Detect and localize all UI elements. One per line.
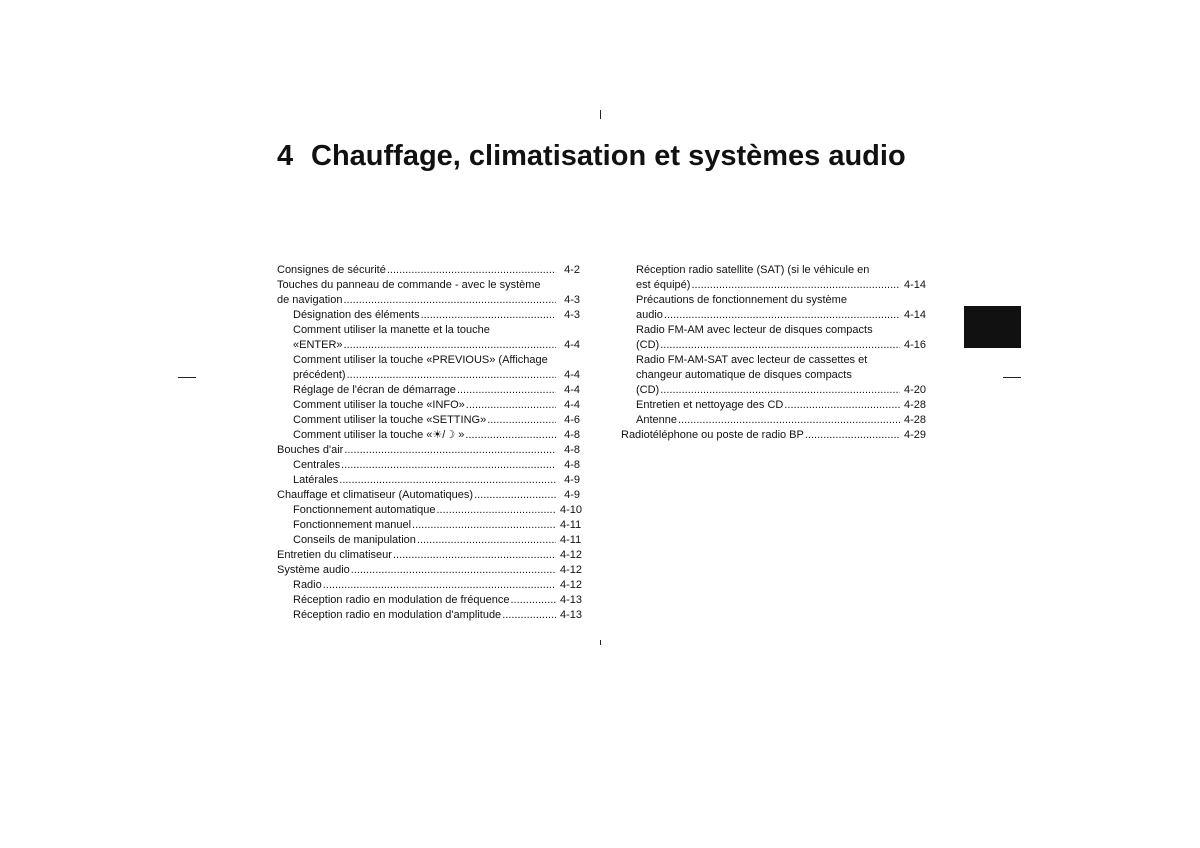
toc-entry-text: audio bbox=[636, 309, 663, 321]
dot-leader bbox=[339, 473, 556, 488]
toc-entry-text: Comment utiliser la manette et la touche bbox=[293, 324, 490, 336]
toc-entry[interactable] bbox=[277, 323, 580, 353]
toc-entry[interactable] bbox=[277, 503, 583, 518]
toc-entry-text: Conseils de manipulation bbox=[293, 534, 416, 546]
toc-entry[interactable] bbox=[277, 443, 580, 458]
toc-entry[interactable] bbox=[277, 608, 583, 623]
toc-entry-text: Radio FM-AM-SAT avec lecteur de cassettes et bbox=[636, 354, 868, 366]
toc-entry[interactable] bbox=[621, 323, 927, 353]
toc-entry[interactable] bbox=[277, 593, 583, 608]
toc-page-number: 4-8 bbox=[564, 429, 580, 441]
toc-page-number: 4-14 bbox=[904, 279, 927, 291]
chapter-number: 4 bbox=[277, 140, 294, 172]
dot-leader bbox=[784, 398, 900, 413]
dot-leader bbox=[343, 293, 556, 308]
toc-entry-text: Radiotéléphone ou poste de radio BP bbox=[621, 429, 804, 441]
toc-entry-text: Touches du panneau de commande - avec le système bbox=[277, 279, 541, 291]
toc-page-number: 4-29 bbox=[904, 429, 927, 441]
toc-page-number: 4-12 bbox=[560, 549, 583, 561]
toc-entry-text: Comment utiliser la touche «☀/☽ » bbox=[293, 429, 465, 441]
toc-entry[interactable] bbox=[621, 428, 927, 443]
toc-entry-text: Entretien du climatiseur bbox=[277, 549, 392, 561]
toc-page-number: 4-9 bbox=[564, 489, 580, 501]
toc-entry-text: (CD) bbox=[636, 384, 660, 396]
toc-entry[interactable] bbox=[277, 398, 580, 413]
dot-leader bbox=[805, 428, 900, 443]
toc-entry[interactable] bbox=[277, 428, 580, 443]
toc-entry-text: changeur automatique de disques compacts bbox=[636, 369, 852, 381]
toc-entry-text: Réception radio en modulation d'amplitude bbox=[293, 609, 502, 621]
toc-page-number: 4-13 bbox=[560, 609, 583, 621]
dot-leader bbox=[660, 338, 900, 353]
toc-entry[interactable] bbox=[621, 293, 927, 323]
toc-entry[interactable] bbox=[277, 578, 583, 593]
dot-leader bbox=[412, 518, 556, 533]
toc-entry-text: Chauffage et climatiseur (Automatiques) bbox=[277, 489, 474, 501]
toc-entry[interactable] bbox=[621, 263, 927, 293]
toc-entry-text: Bouches d'air bbox=[277, 444, 344, 456]
toc-entry[interactable] bbox=[277, 413, 580, 428]
dot-leader bbox=[660, 383, 900, 398]
dot-leader bbox=[691, 278, 900, 293]
toc-entry-text: Système audio bbox=[277, 564, 350, 576]
crop-mark-left bbox=[178, 377, 196, 378]
toc-page-number: 4-3 bbox=[564, 294, 580, 306]
toc-entry[interactable] bbox=[277, 263, 580, 278]
toc-entry-text: «ENTER» bbox=[293, 339, 343, 351]
toc-page-number: 4-9 bbox=[564, 474, 580, 486]
toc-page-number: 4-8 bbox=[564, 459, 580, 471]
toc-page-number: 4-13 bbox=[560, 594, 583, 606]
toc-entry-text: Consignes de sécurité bbox=[277, 264, 386, 276]
dot-leader bbox=[387, 263, 556, 278]
toc-right-column bbox=[621, 263, 927, 443]
dot-leader bbox=[487, 413, 556, 428]
toc-entry-text: Fonctionnement manuel bbox=[293, 519, 412, 531]
dot-leader bbox=[436, 503, 556, 518]
toc-entry-text: Réglage de l'écran de démarrage bbox=[293, 384, 456, 396]
toc-entry-text: Fonctionnement automatique bbox=[293, 504, 436, 516]
toc-entry-text: Réception radio en modulation de fréquence bbox=[293, 594, 510, 606]
toc-entry[interactable] bbox=[277, 383, 580, 398]
toc-entry[interactable] bbox=[277, 353, 580, 383]
toc-entry[interactable] bbox=[277, 563, 583, 578]
toc-entry-text: Comment utiliser la touche «SETTING» bbox=[293, 414, 487, 426]
toc-page-number: 4-20 bbox=[904, 384, 927, 396]
dot-leader bbox=[344, 338, 556, 353]
toc-page-number: 4-4 bbox=[564, 399, 580, 411]
chapter-tab bbox=[964, 306, 1021, 348]
toc-entry-text: de navigation bbox=[277, 294, 343, 306]
dot-leader bbox=[393, 548, 556, 563]
toc-page-number: 4-4 bbox=[564, 384, 580, 396]
toc-page-number: 4-8 bbox=[564, 444, 580, 456]
toc-entry[interactable] bbox=[621, 398, 927, 413]
toc-entry-text: est équipé) bbox=[636, 279, 691, 291]
toc-entry-text: Réception radio satellite (SAT) (si le véhicule en bbox=[636, 264, 870, 276]
toc-page-number: 4-4 bbox=[564, 339, 580, 351]
dot-leader bbox=[417, 533, 556, 548]
toc-entry-text: Radio bbox=[293, 579, 322, 591]
toc-entry-text: Radio FM-AM avec lecteur de disques compacts bbox=[636, 324, 873, 336]
dot-leader bbox=[457, 383, 556, 398]
toc-entry-text: Précautions de fonctionnement du système bbox=[636, 294, 847, 306]
toc-page-number: 4-4 bbox=[564, 369, 580, 381]
toc-page-number: 4-3 bbox=[564, 309, 580, 321]
toc-entry[interactable] bbox=[621, 413, 927, 428]
dot-leader bbox=[344, 443, 556, 458]
toc-entry[interactable] bbox=[277, 278, 580, 308]
toc-entry-text: Désignation des éléments bbox=[293, 309, 420, 321]
dot-leader bbox=[351, 563, 556, 578]
toc-entry[interactable] bbox=[277, 533, 580, 548]
toc-entry[interactable] bbox=[621, 353, 927, 398]
dot-leader bbox=[474, 488, 556, 503]
toc-entry-text: Centrales bbox=[293, 459, 341, 471]
dot-leader bbox=[421, 308, 556, 323]
toc-page-number: 4-16 bbox=[904, 339, 927, 351]
dot-leader bbox=[502, 608, 556, 623]
toc-page-number: 4-12 bbox=[560, 579, 583, 591]
toc-page-number: 4-6 bbox=[564, 414, 580, 426]
dot-leader bbox=[678, 413, 900, 428]
toc-entry-text: (CD) bbox=[636, 339, 660, 351]
toc-page-number: 4-11 bbox=[560, 519, 582, 531]
toc-entry[interactable] bbox=[277, 548, 583, 563]
dot-leader bbox=[341, 458, 556, 473]
toc-entry-text: Antenne bbox=[636, 414, 677, 426]
toc-page-number: 4-28 bbox=[904, 414, 927, 426]
crop-mark-top bbox=[600, 110, 601, 119]
dot-leader bbox=[465, 428, 556, 443]
toc-entry[interactable] bbox=[277, 458, 580, 473]
toc-page-number: 4-11 bbox=[560, 534, 582, 546]
toc-entry-text: Comment utiliser la touche «INFO» bbox=[293, 399, 465, 411]
toc-entry-text: Latérales bbox=[293, 474, 339, 486]
toc-entry-text: Comment utiliser la touche «PREVIOUS» (Affichage bbox=[293, 354, 548, 366]
toc-entry[interactable] bbox=[277, 518, 580, 533]
dot-leader bbox=[323, 578, 556, 593]
toc-entry-text: Entretien et nettoyage des CD bbox=[636, 399, 784, 411]
toc-page-number: 4-28 bbox=[904, 399, 927, 411]
dot-leader bbox=[347, 368, 556, 383]
toc-entry[interactable] bbox=[277, 488, 580, 503]
crop-mark-right bbox=[1003, 377, 1021, 378]
toc-page-number: 4-12 bbox=[560, 564, 583, 576]
toc-page-number: 4-14 bbox=[904, 309, 927, 321]
toc-entry[interactable] bbox=[277, 308, 580, 323]
dot-leader bbox=[466, 398, 556, 413]
crop-mark-bottom bbox=[600, 640, 601, 645]
chapter-title: Chauffage, climatisation et systèmes audio bbox=[311, 140, 906, 172]
toc-left-column bbox=[277, 263, 583, 623]
toc-page-number: 4-2 bbox=[564, 264, 580, 276]
toc-page-number: 4-10 bbox=[560, 504, 583, 516]
toc-entry-text: précédent) bbox=[293, 369, 346, 381]
dot-leader bbox=[664, 308, 900, 323]
dot-leader bbox=[510, 593, 556, 608]
toc-entry[interactable] bbox=[277, 473, 580, 488]
